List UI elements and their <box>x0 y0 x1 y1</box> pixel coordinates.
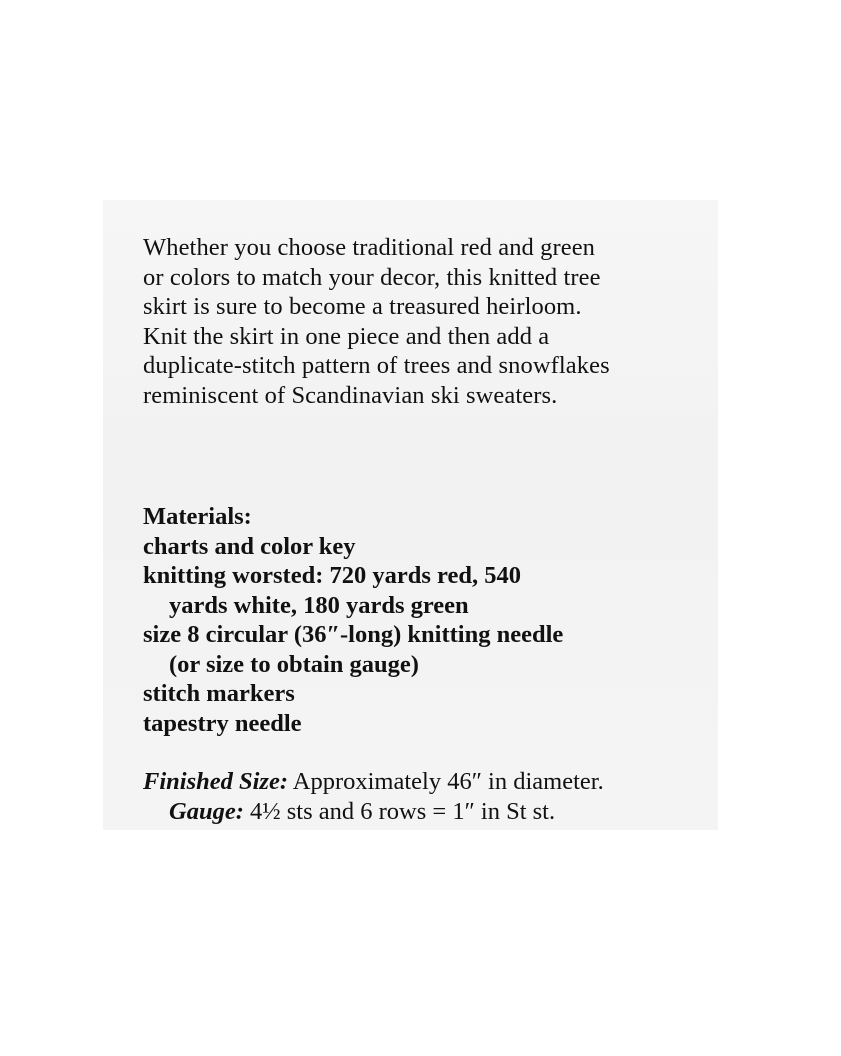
intro-line: duplicate-stitch pattern of trees and snowflakes <box>143 352 610 379</box>
intro-line: or colors to match your decor, this knitted tree <box>143 263 601 291</box>
materials-item: charts and color key <box>143 532 356 560</box>
materials-item: size 8 circular (36″-long) knitting needle <box>143 621 564 648</box>
materials-heading: Materials: <box>143 503 252 530</box>
pattern-text-block <box>143 233 688 826</box>
materials-item-continuation: (or size to obtain gauge) <box>169 650 419 678</box>
intro-line: reminiscent of Scandinavian ski sweaters. <box>143 381 558 409</box>
materials-list <box>143 502 688 738</box>
intro-line: Knit the skirt in one piece and then add a <box>143 322 550 350</box>
intro-paragraph <box>143 233 688 410</box>
finished-size-line <box>143 767 688 797</box>
gauge-value: 4½ sts and 6 rows = 1″ in St st. <box>243 797 556 825</box>
materials-item: knitting worsted: 720 yards red, 540 <box>143 562 521 589</box>
materials-item-continuation: yards white, 180 yards green <box>169 591 469 619</box>
finished-size-label: Finished Size: <box>143 768 288 795</box>
gauge-line <box>143 797 688 827</box>
intro-line: Whether you choose traditional red and green <box>143 234 596 261</box>
materials-item: tapestry needle <box>143 709 302 737</box>
finished-size-value: Approximately 46″ in diameter. <box>288 768 604 795</box>
intro-line: skirt is sure to become a treasured heirloom. <box>143 293 582 320</box>
gauge-label: Gauge: <box>169 797 244 825</box>
size-and-gauge <box>143 767 688 826</box>
materials-item: stitch markers <box>143 680 295 707</box>
